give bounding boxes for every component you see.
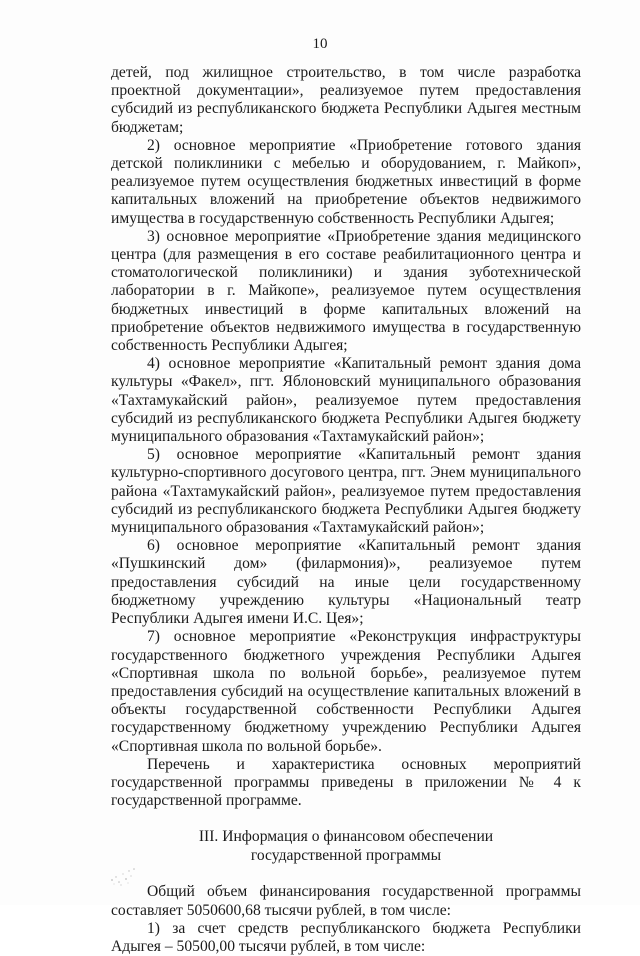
section-heading-line-1: III. Информация о финансовом обеспечении bbox=[198, 828, 494, 846]
section-heading-line-2: государственной программы bbox=[250, 846, 442, 864]
paragraph-summary: Перечень и характеристика основных мероприятий государственной программы приведены в приложении № 4 к государственной программе. bbox=[111, 755, 581, 810]
paragraph-item-7: 7) основное мероприятие «Реконструкция инфраструктуры государственного бюджетного учреждения Республики Адыгея «Спортивная школа по вольной борьбе», реализуемое путем предоставления субсидий на осуществление капитальных вложений в объекты государственной собственности Республики Адыгея государственному бюджетному учреждению Республики Адыгея «Спортивная школа по вольной борьбе». bbox=[111, 628, 581, 755]
paragraph-item-6: 6) основное мероприятие «Капитальный ремонт здания «Пушкинский дом» (филармония)», реализуемое путем предоставления субсидий на иные цели государственному бюджетному учреждению культуры «Национальный театр Республики Адыгея имени И.С. Цея»; bbox=[111, 537, 581, 628]
section-heading bbox=[111, 828, 581, 865]
paragraph-item-2: 2) основное мероприятие «Приобретение готового здания детской поликлиники с мебелью и оборудованием, г. Майкоп», реализуемое путем осуществления бюджетных инвестиций в форме капитальных вложений на приобретение объектов недвижимого имущества в государственную собственность Республики Адыгея; bbox=[111, 136, 581, 227]
page-number: 10 bbox=[312, 36, 328, 52]
paragraph-financing-total: Общий объем финансирования государственной программы составляет 5050600,68 тысячи рублей, в том числе: bbox=[111, 883, 581, 919]
document-body bbox=[111, 64, 581, 956]
paragraph-item-5: 5) основное мероприятие «Капитальный ремонт здания культурно-спортивного досугового центра, пгт. Энем муниципального района «Тахтамукайский район», реализуемое путем предоставления субсидий из республиканского бюджета Республики Адыгея бюджету муниципального образования «Тахтамукайский район»; bbox=[111, 446, 581, 537]
paragraph-item-3: 3) основное мероприятие «Приобретение здания медицинского центра (для размещения в его составе реабилитационного центра и стоматологической поликлиники) и здания зуботехнической лаборатории в г. Майкопе», реализуемое путем осуществления бюджетных инвестиций в форме капитальных вложений на приобретение объектов недвижимого имущества в государственную собственность Республики Адыгея; bbox=[111, 227, 581, 355]
scan-smudge-mark bbox=[104, 860, 144, 890]
paragraph-financing-item-1: 1) за счет средств республиканского бюджета Республики Адыгея – 50500,00 тысячи рублей, в том числе: bbox=[111, 919, 581, 955]
paragraph-continuation: детей, под жилищное строительство, в том числе разработка проектной документации», реализуемое путем предоставления субсидий из республиканского бюджета Республики Адыгея местным бюджетам; bbox=[111, 64, 581, 136]
paragraph-item-4: 4) основное мероприятие «Капитальный ремонт здания дома культуры «Факел», пгт. Яблоновский муниципального образования «Тахтамукайский район», реализуемое путем предоставления субсидий из республиканского бюджета Республики Адыгея бюджету муниципального образования «Тахтамукайский район»; bbox=[111, 355, 581, 446]
